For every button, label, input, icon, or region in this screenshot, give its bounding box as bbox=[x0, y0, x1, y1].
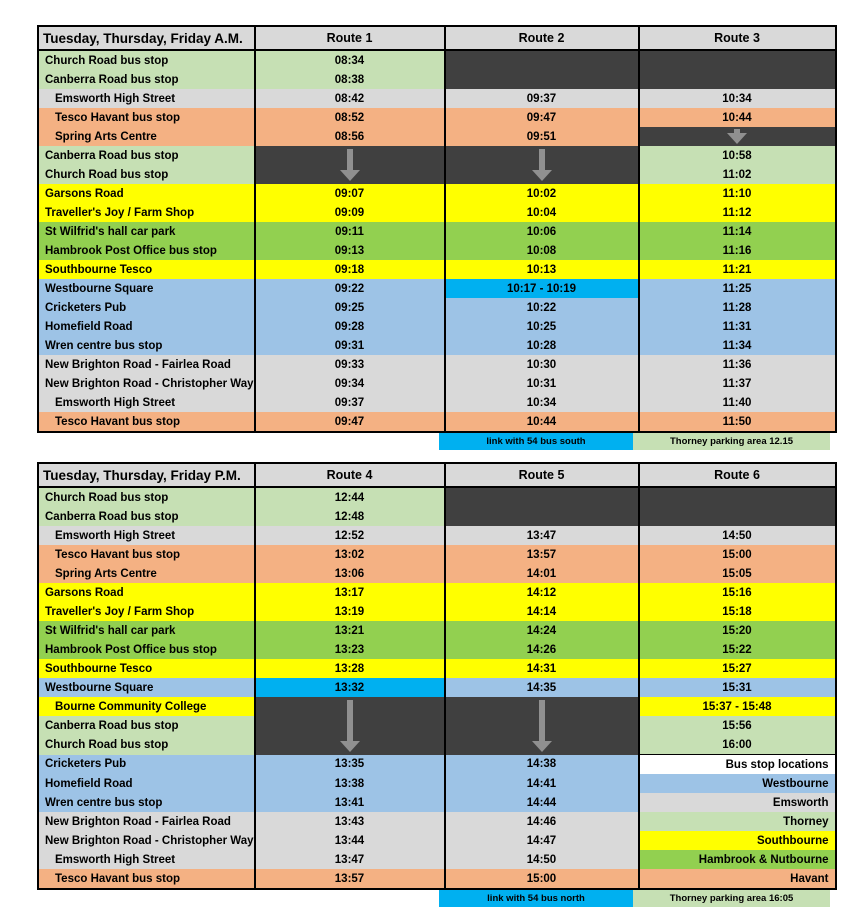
timetable-row bbox=[38, 812, 836, 831]
stop-name-cell: Traveller's Joy / Farm Shop bbox=[38, 602, 255, 621]
time-cell: 10:25 bbox=[445, 317, 639, 336]
time-cell: 14:41 bbox=[445, 774, 639, 793]
time-cell: 11:36 bbox=[639, 355, 836, 374]
am-timetable bbox=[37, 25, 837, 433]
stop-name-cell: Hambrook Post Office bus stop bbox=[38, 241, 255, 260]
time-cell: 14:38 bbox=[445, 755, 639, 775]
time-cell: 13:35 bbox=[255, 755, 445, 775]
time-cell: 11:16 bbox=[639, 241, 836, 260]
time-cell: 13:06 bbox=[255, 564, 445, 583]
stop-name-cell: Canberra Road bus stop bbox=[38, 716, 255, 735]
down-arrow-icon bbox=[529, 149, 555, 181]
time-cell: 11:12 bbox=[639, 203, 836, 222]
stop-name-cell: Emsworth High Street bbox=[38, 526, 255, 545]
time-cell: 16:00 bbox=[639, 735, 836, 755]
time-cell: 11:34 bbox=[639, 336, 836, 355]
stop-name-cell: St Wilfrid's hall car park bbox=[38, 621, 255, 640]
time-cell: 13:23 bbox=[255, 640, 445, 659]
stop-name-cell: New Brighton Road - Christopher Way bbox=[38, 374, 255, 393]
time-cell: 10:06 bbox=[445, 222, 639, 241]
time-cell: 09:18 bbox=[255, 260, 445, 279]
time-cell: 12:44 bbox=[255, 487, 445, 507]
time-cell: 09:25 bbox=[255, 298, 445, 317]
pm-header-row bbox=[38, 463, 836, 487]
time-cell: 09:47 bbox=[445, 108, 639, 127]
time-cell: 10:04 bbox=[445, 203, 639, 222]
am-timetable-section bbox=[37, 25, 862, 450]
time-cell: 14:50 bbox=[639, 526, 836, 545]
stop-name-cell: Hambrook Post Office bus stop bbox=[38, 640, 255, 659]
time-cell: 08:42 bbox=[255, 89, 445, 108]
am-table-title: Tuesday, Thursday, Friday A.M. bbox=[38, 26, 255, 50]
time-cell: 11:37 bbox=[639, 374, 836, 393]
time-cell: 10:58 bbox=[639, 146, 836, 165]
stop-name-cell: Bourne Community College bbox=[38, 697, 255, 716]
time-cell: 08:52 bbox=[255, 108, 445, 127]
stop-name-cell: New Brighton Road - Christopher Way bbox=[38, 831, 255, 850]
legend-cell: Westbourne bbox=[639, 774, 836, 793]
time-cell: 14:44 bbox=[445, 793, 639, 812]
time-cell: 13:47 bbox=[255, 850, 445, 869]
am-footer-parking-note: Thorney parking area 12.15 bbox=[633, 433, 830, 450]
pm-table-footer bbox=[37, 890, 830, 907]
time-cell: 15:22 bbox=[639, 640, 836, 659]
timetable-row bbox=[38, 793, 836, 812]
stop-name-cell: Canberra Road bus stop bbox=[38, 146, 255, 165]
stop-name-cell: Emsworth High Street bbox=[38, 393, 255, 412]
time-cell: 15:37 - 15:48 bbox=[639, 697, 836, 716]
time-cell: 09:34 bbox=[255, 374, 445, 393]
time-cell: 09:07 bbox=[255, 184, 445, 203]
am-table-footer bbox=[37, 433, 830, 450]
time-cell: 10:34 bbox=[639, 89, 836, 108]
am-route-2-header: Route 2 bbox=[445, 26, 639, 50]
timetable-row bbox=[38, 260, 836, 279]
stop-name-cell: Westbourne Square bbox=[38, 279, 255, 298]
timetable-row bbox=[38, 850, 836, 869]
time-cell: 15:05 bbox=[639, 564, 836, 583]
no-service-cell bbox=[639, 487, 836, 526]
time-cell: 15:31 bbox=[639, 678, 836, 697]
timetable-row bbox=[38, 583, 836, 602]
timetable-row bbox=[38, 412, 836, 432]
legend-cell: Hambrook & Nutbourne bbox=[639, 850, 836, 869]
time-cell: 13:02 bbox=[255, 545, 445, 564]
timetable-row bbox=[38, 526, 836, 545]
stop-name-cell: Church Road bus stop bbox=[38, 487, 255, 507]
pm-footer-parking-note: Thorney parking area 16:05 bbox=[633, 890, 830, 907]
am-header-row bbox=[38, 26, 836, 50]
time-cell: 10:02 bbox=[445, 184, 639, 203]
am-footer-spacer bbox=[37, 433, 439, 450]
time-cell: 08:38 bbox=[255, 70, 445, 89]
stop-name-cell: Church Road bus stop bbox=[38, 165, 255, 184]
timetable-row bbox=[38, 203, 836, 222]
time-cell: 11:14 bbox=[639, 222, 836, 241]
stop-name-cell: Tesco Havant bus stop bbox=[38, 108, 255, 127]
pm-route-5-header: Route 5 bbox=[445, 463, 639, 487]
stop-name-cell: St Wilfrid's hall car park bbox=[38, 222, 255, 241]
stop-name-cell: Cricketers Pub bbox=[38, 755, 255, 775]
time-cell: 09:37 bbox=[255, 393, 445, 412]
time-cell: 09:11 bbox=[255, 222, 445, 241]
timetable-row bbox=[38, 241, 836, 260]
time-cell: 15:27 bbox=[639, 659, 836, 678]
time-cell: 15:00 bbox=[639, 545, 836, 564]
time-cell: 14:35 bbox=[445, 678, 639, 697]
timetable-row bbox=[38, 869, 836, 889]
time-cell: 13:41 bbox=[255, 793, 445, 812]
stop-name-cell: Emsworth High Street bbox=[38, 850, 255, 869]
time-cell: 11:50 bbox=[639, 412, 836, 432]
time-cell: 10:44 bbox=[445, 412, 639, 432]
time-cell: 10:31 bbox=[445, 374, 639, 393]
timetable-row bbox=[38, 89, 836, 108]
stop-name-cell: New Brighton Road - Fairlea Road bbox=[38, 812, 255, 831]
timetable-row bbox=[38, 355, 836, 374]
time-cell: 13:44 bbox=[255, 831, 445, 850]
time-cell: 10:30 bbox=[445, 355, 639, 374]
stop-name-cell: Homefield Road bbox=[38, 317, 255, 336]
legend-cell: Havant bbox=[639, 869, 836, 889]
time-cell: 08:56 bbox=[255, 127, 445, 146]
stop-name-cell: Homefield Road bbox=[38, 774, 255, 793]
time-cell: 14:24 bbox=[445, 621, 639, 640]
time-cell: 13:21 bbox=[255, 621, 445, 640]
stop-name-cell: Cricketers Pub bbox=[38, 298, 255, 317]
stop-name-cell: Southbourne Tesco bbox=[38, 260, 255, 279]
stop-name-cell: Westbourne Square bbox=[38, 678, 255, 697]
time-cell: 13:28 bbox=[255, 659, 445, 678]
time-cell: 15:16 bbox=[639, 583, 836, 602]
am-route-1-header: Route 1 bbox=[255, 26, 445, 50]
time-cell: 11:02 bbox=[639, 165, 836, 184]
time-cell: 13:17 bbox=[255, 583, 445, 602]
time-cell: 10:13 bbox=[445, 260, 639, 279]
down-arrow-icon bbox=[724, 129, 750, 144]
timetable-row bbox=[38, 678, 836, 697]
time-cell: 11:28 bbox=[639, 298, 836, 317]
pm-footer-link-note: link with 54 bus north bbox=[439, 890, 633, 907]
time-cell: 10:17 - 10:19 bbox=[445, 279, 639, 298]
time-cell: 14:14 bbox=[445, 602, 639, 621]
timetable-row bbox=[38, 279, 836, 298]
timetable-row bbox=[38, 298, 836, 317]
legend-cell: Thorney bbox=[639, 812, 836, 831]
no-service-cell bbox=[445, 50, 639, 89]
pm-footer-spacer bbox=[37, 890, 439, 907]
stop-name-cell: Wren centre bus stop bbox=[38, 793, 255, 812]
time-cell: 09:47 bbox=[255, 412, 445, 432]
time-cell: 14:01 bbox=[445, 564, 639, 583]
legend-cell: Bus stop locations bbox=[639, 755, 836, 775]
stop-name-cell: New Brighton Road - Fairlea Road bbox=[38, 355, 255, 374]
timetable-row bbox=[38, 640, 836, 659]
stop-name-cell: Southbourne Tesco bbox=[38, 659, 255, 678]
stop-name-cell: Spring Arts Centre bbox=[38, 564, 255, 583]
timetable-row bbox=[38, 774, 836, 793]
time-cell: 13:32 bbox=[255, 678, 445, 697]
no-service-cell bbox=[445, 146, 639, 184]
stop-name-cell: Garsons Road bbox=[38, 184, 255, 203]
time-cell: 09:37 bbox=[445, 89, 639, 108]
timetable-row bbox=[38, 487, 836, 507]
timetable-row bbox=[38, 659, 836, 678]
time-cell: 10:44 bbox=[639, 108, 836, 127]
time-cell: 14:26 bbox=[445, 640, 639, 659]
time-cell: 12:48 bbox=[255, 507, 445, 526]
time-cell: 10:28 bbox=[445, 336, 639, 355]
stop-name-cell: Canberra Road bus stop bbox=[38, 507, 255, 526]
down-arrow-icon bbox=[337, 149, 363, 181]
stop-name-cell: Traveller's Joy / Farm Shop bbox=[38, 203, 255, 222]
time-cell: 14:12 bbox=[445, 583, 639, 602]
pm-route-6-header: Route 6 bbox=[639, 463, 836, 487]
stop-name-cell: Tesco Havant bus stop bbox=[38, 412, 255, 432]
timetable-row bbox=[38, 146, 836, 165]
timetable-row bbox=[38, 831, 836, 850]
timetable-row bbox=[38, 127, 836, 146]
time-cell: 14:46 bbox=[445, 812, 639, 831]
time-cell: 09:13 bbox=[255, 241, 445, 260]
time-cell: 13:19 bbox=[255, 602, 445, 621]
time-cell: 09:51 bbox=[445, 127, 639, 146]
tables-gap bbox=[37, 450, 862, 462]
timetable-row bbox=[38, 336, 836, 355]
timetable-row bbox=[38, 755, 836, 775]
no-service-cell bbox=[639, 50, 836, 89]
time-cell: 12:52 bbox=[255, 526, 445, 545]
time-cell: 13:57 bbox=[255, 869, 445, 889]
no-service-cell bbox=[445, 697, 639, 755]
timetable-row bbox=[38, 697, 836, 716]
timetable-row bbox=[38, 317, 836, 336]
timetable-row bbox=[38, 545, 836, 564]
timetable-row bbox=[38, 222, 836, 241]
time-cell: 11:31 bbox=[639, 317, 836, 336]
time-cell: 10:22 bbox=[445, 298, 639, 317]
am-route-3-header: Route 3 bbox=[639, 26, 836, 50]
legend-cell: Emsworth bbox=[639, 793, 836, 812]
timetable-row bbox=[38, 602, 836, 621]
timetable-row bbox=[38, 564, 836, 583]
time-cell: 13:38 bbox=[255, 774, 445, 793]
timetable-row bbox=[38, 374, 836, 393]
no-service-cell bbox=[639, 127, 836, 146]
time-cell: 14:50 bbox=[445, 850, 639, 869]
down-arrow-icon bbox=[529, 700, 555, 752]
time-cell: 11:40 bbox=[639, 393, 836, 412]
am-footer-link-note: link with 54 bus south bbox=[439, 433, 633, 450]
stop-name-cell: Wren centre bus stop bbox=[38, 336, 255, 355]
time-cell: 09:22 bbox=[255, 279, 445, 298]
time-cell: 14:47 bbox=[445, 831, 639, 850]
pm-route-4-header: Route 4 bbox=[255, 463, 445, 487]
no-service-cell bbox=[255, 697, 445, 755]
no-service-cell bbox=[445, 487, 639, 526]
time-cell: 15:20 bbox=[639, 621, 836, 640]
time-cell: 10:08 bbox=[445, 241, 639, 260]
timetable-row bbox=[38, 393, 836, 412]
time-cell: 15:00 bbox=[445, 869, 639, 889]
time-cell: 08:34 bbox=[255, 50, 445, 70]
stop-name-cell: Canberra Road bus stop bbox=[38, 70, 255, 89]
time-cell: 09:31 bbox=[255, 336, 445, 355]
timetable-row bbox=[38, 108, 836, 127]
pm-table-title: Tuesday, Thursday, Friday P.M. bbox=[38, 463, 255, 487]
legend-cell: Southbourne bbox=[639, 831, 836, 850]
timetable-row bbox=[38, 621, 836, 640]
stop-name-cell: Emsworth High Street bbox=[38, 89, 255, 108]
stop-name-cell: Tesco Havant bus stop bbox=[38, 545, 255, 564]
time-cell: 15:56 bbox=[639, 716, 836, 735]
time-cell: 11:25 bbox=[639, 279, 836, 298]
time-cell: 13:43 bbox=[255, 812, 445, 831]
time-cell: 09:09 bbox=[255, 203, 445, 222]
stop-name-cell: Church Road bus stop bbox=[38, 735, 255, 755]
time-cell: 09:28 bbox=[255, 317, 445, 336]
pm-timetable-section bbox=[37, 462, 862, 907]
stop-name-cell: Garsons Road bbox=[38, 583, 255, 602]
down-arrow-icon bbox=[337, 700, 363, 752]
time-cell: 09:33 bbox=[255, 355, 445, 374]
time-cell: 10:34 bbox=[445, 393, 639, 412]
time-cell: 13:57 bbox=[445, 545, 639, 564]
time-cell: 13:47 bbox=[445, 526, 639, 545]
time-cell: 11:10 bbox=[639, 184, 836, 203]
no-service-cell bbox=[255, 146, 445, 184]
stop-name-cell: Spring Arts Centre bbox=[38, 127, 255, 146]
time-cell: 14:31 bbox=[445, 659, 639, 678]
pm-timetable bbox=[37, 462, 837, 890]
timetable-row bbox=[38, 184, 836, 203]
time-cell: 11:21 bbox=[639, 260, 836, 279]
stop-name-cell: Church Road bus stop bbox=[38, 50, 255, 70]
time-cell: 15:18 bbox=[639, 602, 836, 621]
timetable-row bbox=[38, 50, 836, 70]
stop-name-cell: Tesco Havant bus stop bbox=[38, 869, 255, 889]
